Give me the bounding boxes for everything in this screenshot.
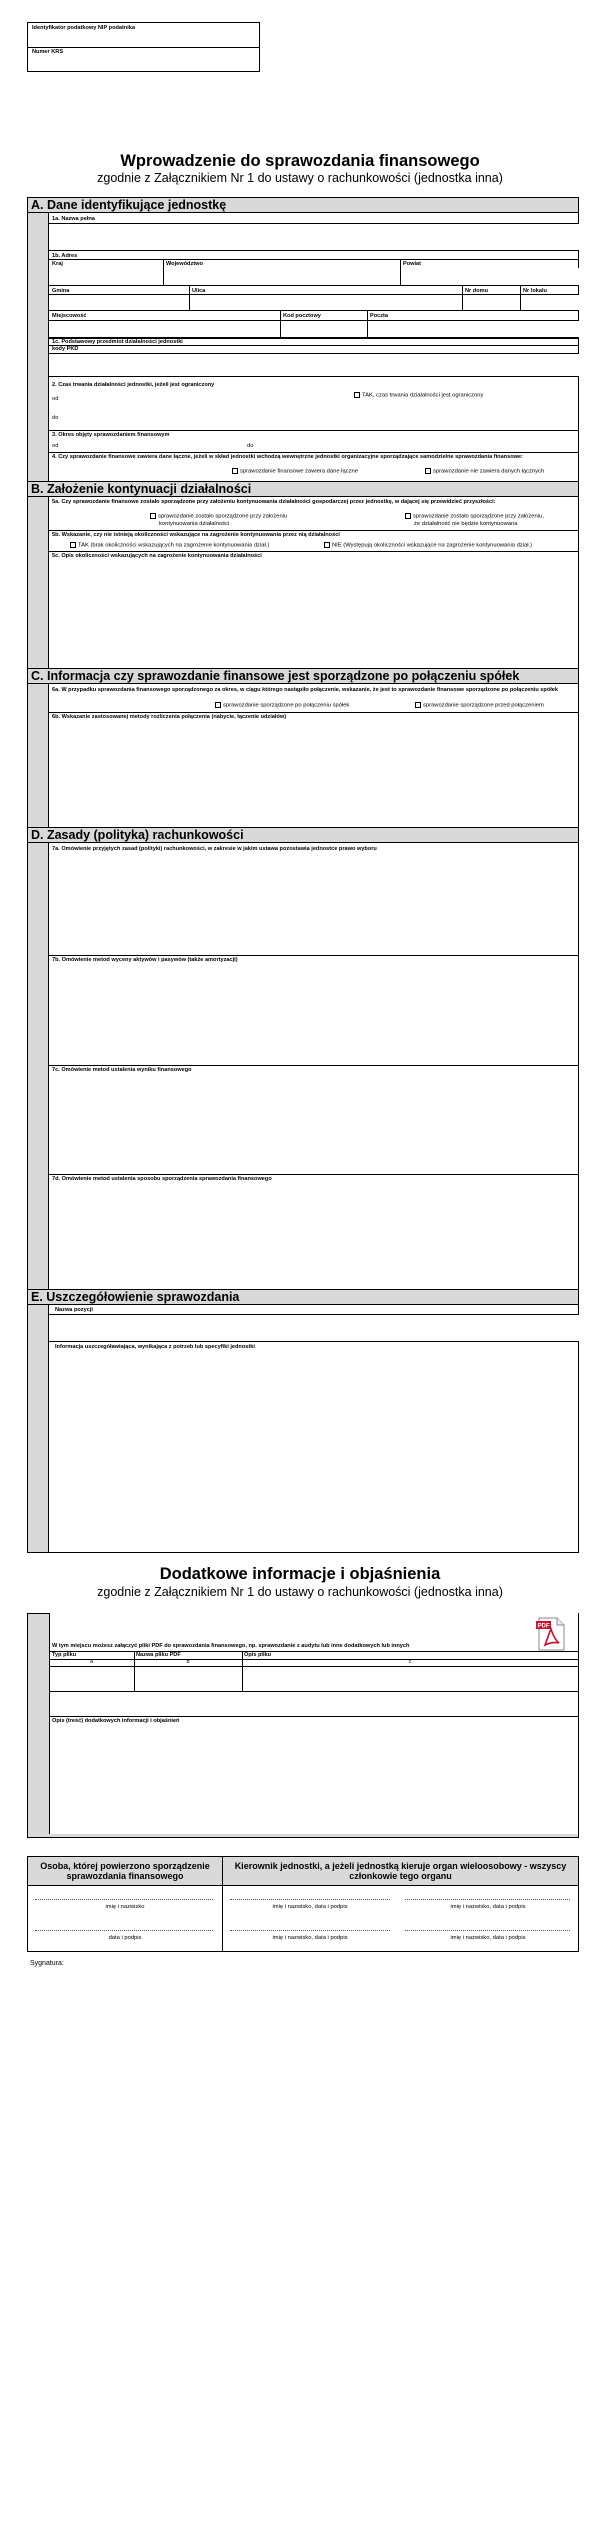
member-1-sign-label: imię i nazwisko, data i podpis bbox=[272, 1904, 348, 1910]
attachments-note: W tym miejscu możesz załączyć pliki PDF do sprawozdania finansowego, np. sprawozdanie z audytu lub inne dodatkowych lub innych bbox=[52, 1643, 410, 1649]
pkd-codes-field[interactable] bbox=[49, 353, 579, 377]
checkbox-icon bbox=[405, 513, 411, 519]
going-concern-yes-checkbox[interactable]: sprawozdanie zostało sporządzone przy założeniu kontynuowania działalności bbox=[150, 513, 287, 528]
financial-result-label: 7c. Omówienie metod ustalenia wyniku finansowego bbox=[52, 1067, 192, 1073]
threat-no-checkbox[interactable]: NIE (Występują okoliczności wskazujące na zagrożenie kontynuowania dział.) bbox=[324, 542, 532, 550]
combined-data-label: 4. Czy sprawozdanie finansowe zawiera dane łączne, jeżeli w skład jednostki wchodzą wewnętrzne jednostki organizacyjne sporządzające samodzielne sprawozdania finansowe: bbox=[52, 454, 523, 460]
city-field[interactable] bbox=[49, 320, 281, 338]
voivodeship-field[interactable] bbox=[163, 268, 401, 286]
section-e-header: E. Uszczegółowienie sprawozdania bbox=[27, 1289, 579, 1305]
street-label: Ulica bbox=[192, 288, 206, 294]
col-sub-c: c bbox=[408, 1659, 412, 1665]
street-field[interactable] bbox=[189, 294, 463, 311]
checkbox-icon bbox=[425, 468, 431, 474]
valuation-methods-field[interactable] bbox=[49, 964, 579, 1065]
pdf-icon bbox=[535, 1617, 567, 1651]
checkbox-icon bbox=[354, 392, 360, 398]
attachment-row[interactable] bbox=[49, 1666, 579, 1691]
detail-info-label: Informacja uszczegóławiająca, wynikająca z potrzeb lub specyfiki jednostki bbox=[55, 1344, 255, 1350]
combined-data-yes-checkbox[interactable]: sprawozdanie finansowe zawiera dane łączne bbox=[232, 468, 358, 476]
additional-desc-label: Opis (treść) dodatkowych informacji i objaśnień bbox=[52, 1718, 180, 1724]
after-merger-checkbox[interactable]: sprawozdanie sporządzone po połączeniu spółek bbox=[215, 702, 349, 710]
checkbox-icon bbox=[232, 468, 238, 474]
member-4-sign-label: imię i nazwisko, data i podpis bbox=[450, 1935, 526, 1941]
postal-code-field[interactable] bbox=[280, 320, 368, 338]
checkbox-icon bbox=[324, 542, 330, 548]
additional-title: Dodatkowe informacje i objaśnienia bbox=[159, 1565, 441, 1583]
taxpayer-id-box bbox=[27, 22, 260, 72]
detail-info-field[interactable] bbox=[49, 1351, 579, 1551]
financial-result-field[interactable] bbox=[49, 1074, 579, 1174]
checkbox-icon bbox=[215, 702, 221, 708]
main-subtitle: zgodnie z Załącznikiem Nr 1 do ustawy o rachunkowości (jednostka inna) bbox=[97, 171, 503, 185]
house-number-label: Nr domu bbox=[465, 288, 488, 294]
member-2-sign-label: imię i nazwisko, data i podpis bbox=[450, 1904, 526, 1910]
period-from-label: od bbox=[52, 443, 59, 449]
preparer-heading: Osoba, której powierzono sporządzenie sprawozdania finansowego bbox=[28, 1857, 222, 1885]
city-label: Miejscowość bbox=[52, 313, 87, 319]
before-merger-checkbox[interactable]: sprawozdanie sporządzone przed połączeniem bbox=[415, 702, 544, 710]
checkbox-icon bbox=[415, 702, 421, 708]
svg-text:PDF: PDF bbox=[537, 1623, 550, 1630]
combined-data-no-checkbox[interactable]: sprawozdanie nie zawiera danych łącznych bbox=[425, 468, 544, 476]
house-number-field[interactable] bbox=[462, 294, 521, 311]
management-heading: Kierownik jednostki, a jeżeli jednostką kieruje organ wieloosobowy - wszyscy członkowie tego organu bbox=[223, 1857, 578, 1885]
additional-subtitle: zgodnie z Załącznikiem Nr 1 do ustawy o rachunkowości (jednostka inna) bbox=[97, 1585, 503, 1599]
period-to-label: do bbox=[247, 443, 254, 449]
nip-label: Identyfikator podatkowy NIP podatnika bbox=[32, 25, 136, 31]
checkbox-icon bbox=[150, 513, 156, 519]
commune-field[interactable] bbox=[49, 294, 190, 311]
commune-label: Gmina bbox=[52, 288, 70, 294]
country-label: Kraj bbox=[52, 261, 63, 267]
checkbox-icon bbox=[70, 542, 76, 548]
item-name-label: Nazwa pozycji bbox=[55, 1307, 93, 1313]
duration-limited-checkbox[interactable]: TAK, czas trwania działalności jest ograniczony bbox=[354, 392, 483, 400]
col-file-name: Nazwa pliku PDF bbox=[136, 1652, 181, 1658]
going-concern-no-checkbox[interactable]: sprawozdanie zostało sporządzone przy założeniu, że działalność nie będzie kontynuowana bbox=[405, 513, 544, 528]
apartment-number-label: Nr lokalu bbox=[523, 288, 547, 294]
full-name-field[interactable] bbox=[49, 223, 579, 251]
duration-label: 2. Czas trwania działalności jednostki, jeżeli jest ograniczony bbox=[52, 382, 215, 388]
merger-method-label: 6b. Wskazanie zastosowanej metody rozliczenia połączenia (nabycie, łączenie udziałów) bbox=[52, 714, 287, 720]
voivodeship-label: Województwo bbox=[166, 261, 203, 267]
col-sub-a: a bbox=[89, 1659, 94, 1665]
threat-yes-checkbox[interactable]: TAK (brak okoliczności wskazujących na zagrożenie kontynuowania dział.) bbox=[70, 542, 269, 550]
section-d-header: D. Zasady (polityka) rachunkowości bbox=[27, 827, 579, 843]
section-c-header: C. Informacja czy sprawozdanie finansowe jest sporządzone po połączeniu spółek bbox=[27, 668, 579, 684]
preparer-date-sign-label: data i podpis bbox=[108, 1935, 142, 1941]
signature-label: Sygnatura: bbox=[30, 1960, 64, 1967]
post-office-field[interactable] bbox=[367, 320, 579, 338]
county-field[interactable] bbox=[400, 268, 579, 286]
postal-code-label: Kod pocztowy bbox=[283, 313, 321, 319]
preparer-name-label: imię i nazwisko bbox=[105, 1904, 145, 1910]
pkd-codes-label: kody PKD bbox=[52, 346, 79, 352]
apartment-number-field[interactable] bbox=[520, 294, 579, 311]
krs-label: Numer KRS bbox=[32, 49, 64, 55]
merger-label: 6a. W przypadku sprawozdania finansowego sporządzonego za okres, w ciągu którego nastąpiło połączenie, wskazanie, że jest to sprawozdanie finansowe sporządzone po połączeniu spółek bbox=[52, 687, 559, 693]
add-pdf-button[interactable] bbox=[535, 1617, 567, 1651]
reporting-period-label: 3. Okres objęty sprawozdaniem finansowym bbox=[52, 432, 170, 438]
statement-method-field[interactable] bbox=[49, 1183, 579, 1289]
duration-from-label: od bbox=[52, 396, 59, 402]
accounting-policy-label: 7a. Omówienie przyjętych zasad (polityki) rachunkowości, w zakresie w jakim ustawa pozostawia jednostce prawo wyboru bbox=[52, 846, 377, 852]
full-name-label: 1a. Nazwa pełna bbox=[52, 216, 95, 222]
section-b-header: B. Założenie kontynuacji działalności bbox=[27, 481, 579, 497]
country-field[interactable] bbox=[49, 268, 164, 286]
col-file-type: Typ pliku bbox=[52, 1652, 77, 1658]
threat-description-label: 5c. Opis okoliczności wskazujących na zagrożenie kontynuowania działalności bbox=[52, 553, 262, 559]
main-title: Wprowadzenie do sprawozdania finansowego bbox=[120, 152, 480, 170]
additional-desc-field[interactable] bbox=[49, 1716, 578, 1834]
col-sub-b: b bbox=[186, 1659, 190, 1665]
threat-indication-label: 5b. Wskazanie, czy nie istnieją okoliczności wskazujące na zagrożenie kontynuowania przez nią działalności bbox=[52, 532, 340, 538]
merger-method-field[interactable] bbox=[49, 721, 579, 827]
threat-description-field[interactable] bbox=[49, 560, 579, 668]
form-sidebar bbox=[27, 197, 49, 1552]
col-file-desc: Opis pliku bbox=[244, 1652, 272, 1658]
address-label: 1b. Adres bbox=[52, 253, 78, 259]
valuation-methods-label: 7b. Omówienie metod wyceny aktywów i pasywów (także amortyzacji) bbox=[52, 957, 238, 963]
member-3-sign-label: imię i nazwisko, data i podpis bbox=[272, 1935, 348, 1941]
main-activity-label: 1c. Podstawowy przedmiot działalności jednostki bbox=[52, 339, 183, 345]
going-concern-label: 5a. Czy sprawozdanie finansowe zostało sporządzone przy założeniu kontynuowania działalności gospodarczej przez jednostkę, w dającej się przewidzieć przyszłości: bbox=[52, 499, 496, 505]
accounting-policy-field[interactable] bbox=[49, 853, 579, 955]
county-label: Powiat bbox=[403, 261, 422, 267]
statement-method-label: 7d. Omówienie metod ustalenia sposobu sporządzenia sprawozdania finansowego bbox=[52, 1176, 272, 1182]
item-name-field[interactable] bbox=[49, 1314, 579, 1342]
post-office-label: Poczta bbox=[370, 313, 389, 319]
section-a-header: A. Dane identyfikujące jednostkę bbox=[27, 197, 579, 213]
duration-to-label: do bbox=[52, 415, 59, 421]
